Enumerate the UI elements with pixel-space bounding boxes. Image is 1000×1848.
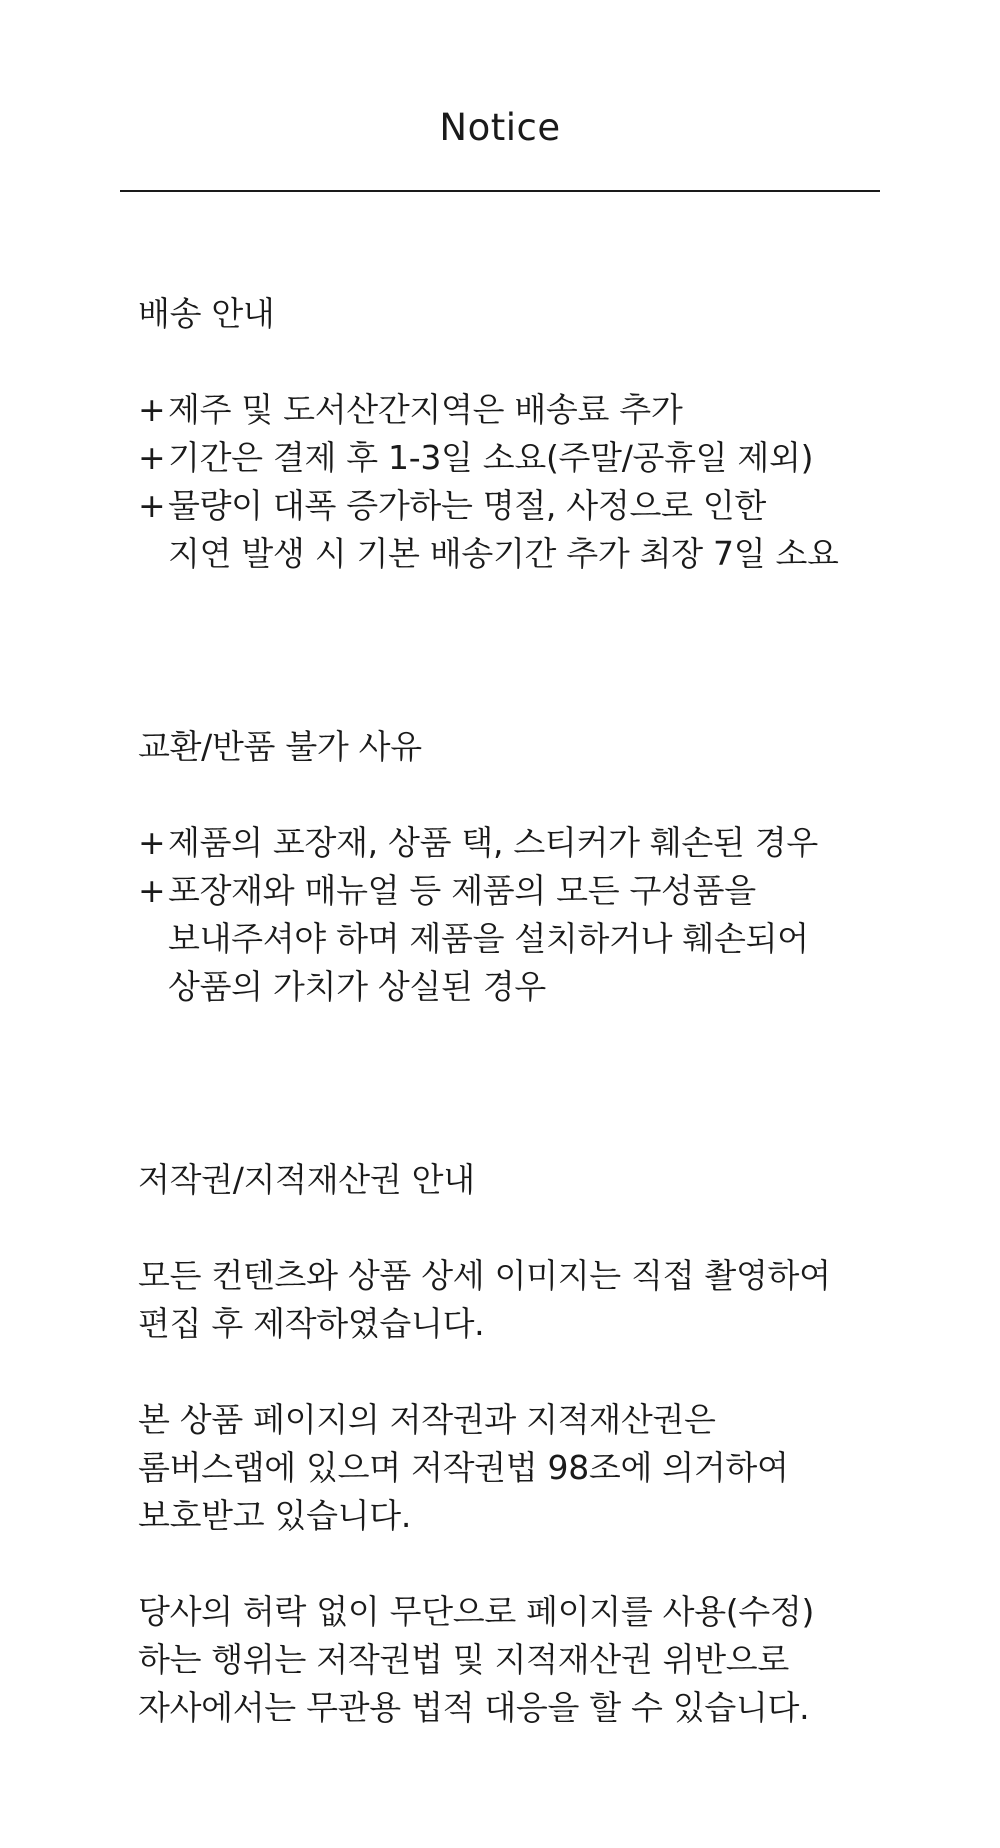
list-item-text: 상품의 가치가 상실된 경우 xyxy=(168,967,546,1006)
list-item xyxy=(138,867,878,1011)
spacer xyxy=(138,1204,878,1252)
delivery-heading: 배송 안내 xyxy=(138,294,275,333)
paragraph xyxy=(138,1396,878,1540)
paragraph-line: 모든 컨텐츠와 상품 상세 이미지는 직접 촬영하여 xyxy=(138,1256,831,1295)
list-item-text: 포장재와 매뉴얼 등 제품의 모든 구성품을 xyxy=(168,871,756,910)
list-item-text: 보내주셔야 하며 제품을 설치하거나 훼손되어 xyxy=(168,919,809,958)
list-item-text: 지연 발생 시 기본 배송기간 추가 최장 7일 소요 xyxy=(168,534,839,573)
list-item xyxy=(138,386,878,434)
paragraph-line: 당사의 허락 없이 무단으로 페이지를 사용(수정) xyxy=(138,1592,815,1631)
plus-bullet: + xyxy=(138,390,166,429)
spacer xyxy=(138,338,878,386)
spacer xyxy=(138,1540,878,1588)
list-item-text: 제품의 포장재, 상품 택, 스티커가 훼손된 경우 xyxy=(168,823,818,862)
exchange-section xyxy=(138,723,878,1011)
delivery-section xyxy=(138,290,878,578)
list-item-text: 기간은 결제 후 1-3일 소요(주말/공휴일 제외) xyxy=(168,438,814,477)
exchange-heading: 교환/반품 불가 사유 xyxy=(138,727,422,766)
list-item-text: 제주 및 도서산간지역은 배송료 추가 xyxy=(168,390,683,429)
paragraph-line: 하는 행위는 저작권법 및 지적재산권 위반으로 xyxy=(138,1640,789,1679)
spacer xyxy=(138,1348,878,1396)
plus-bullet: + xyxy=(138,486,166,525)
list-item xyxy=(138,482,878,578)
plus-bullet: + xyxy=(138,438,166,477)
copyright-section xyxy=(138,1156,878,1732)
title-divider xyxy=(120,190,880,192)
paragraph-line: 자사에서는 무관용 법적 대응을 할 수 있습니다. xyxy=(138,1688,810,1727)
copyright-heading: 저작권/지적재산권 안내 xyxy=(138,1160,475,1199)
paragraph-line: 본 상품 페이지의 저작권과 지적재산권은 xyxy=(138,1400,716,1439)
list-item xyxy=(138,819,878,867)
paragraph xyxy=(138,1252,878,1348)
paragraph xyxy=(138,1588,878,1732)
spacer xyxy=(138,771,878,819)
list-item xyxy=(138,434,878,482)
paragraph-line: 롬버스랩에 있으며 저작권법 98조에 의거하여 xyxy=(138,1448,789,1487)
paragraph-line: 보호받고 있습니다. xyxy=(138,1496,412,1535)
plus-bullet: + xyxy=(138,823,166,862)
paragraph-line: 편집 후 제작하였습니다. xyxy=(138,1304,485,1343)
list-item-text: 물량이 대폭 증가하는 명절, 사정으로 인한 xyxy=(168,486,766,525)
plus-bullet: + xyxy=(138,871,166,910)
page-title: Notice xyxy=(439,106,561,149)
